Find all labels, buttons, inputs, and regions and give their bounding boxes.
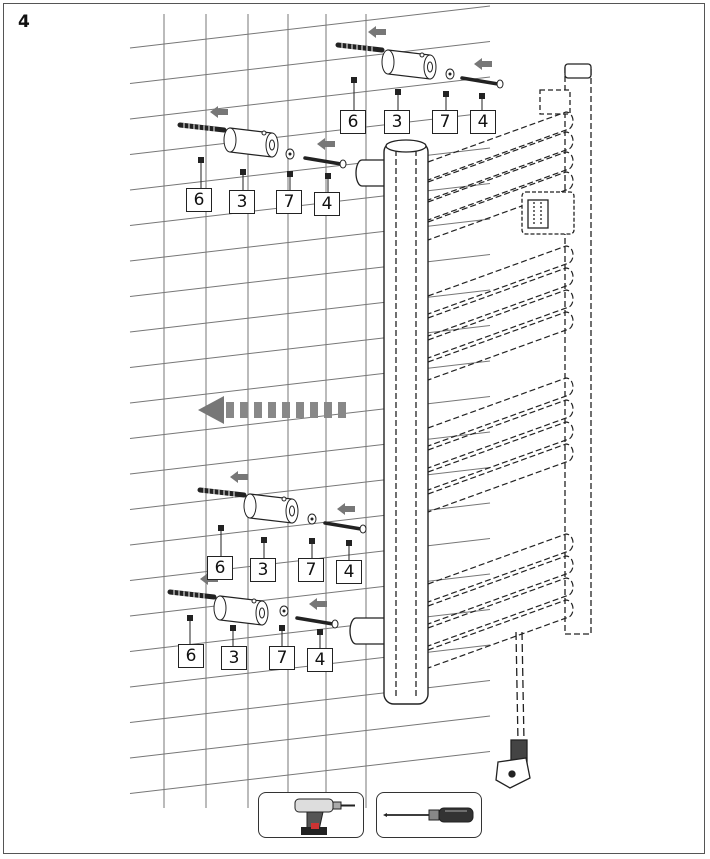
part-label-screw: 4 <box>336 560 362 584</box>
part-label-washer: 7 <box>269 646 295 670</box>
tool-drill-box <box>258 792 364 838</box>
wall-bracket <box>244 494 298 523</box>
towel-rail-radiator <box>350 64 591 788</box>
part-label-screw: 4 <box>470 110 496 134</box>
wall-bracket <box>224 128 278 157</box>
fixing-set-top-right <box>338 26 503 110</box>
wall-plug-anchor <box>200 488 244 498</box>
part-label-bracket: 3 <box>221 646 247 670</box>
power-cable-plug <box>496 632 530 788</box>
part-label-washer: 7 <box>432 110 458 134</box>
part-label-screw: 4 <box>307 648 333 672</box>
wall-plug-anchor <box>170 590 214 600</box>
part-label-bracket: 3 <box>229 190 255 214</box>
wood-screw <box>325 523 366 533</box>
fixing-set-lower-upper <box>200 471 366 560</box>
wall-plug-anchor <box>180 123 224 133</box>
part-label-anchor: 6 <box>207 556 233 580</box>
part-label-screw: 4 <box>314 192 340 216</box>
wall-plug-anchor <box>338 43 382 53</box>
part-label-washer: 7 <box>298 558 324 582</box>
wall-bracket <box>382 50 436 79</box>
part-label-anchor: 6 <box>186 188 212 212</box>
part-label-washer: 7 <box>276 190 302 214</box>
screwdriver-icon <box>377 793 481 837</box>
wood-screw <box>462 78 503 88</box>
step-number: 4 <box>18 12 30 32</box>
part-label-anchor: 6 <box>340 110 366 134</box>
thermostat-unit <box>522 192 574 234</box>
move-to-wall-arrow <box>198 396 346 424</box>
cordless-drill-icon <box>259 793 363 837</box>
wall-bracket <box>214 596 268 625</box>
tool-screwdriver-box <box>376 792 482 838</box>
part-label-bracket: 3 <box>250 558 276 582</box>
fixing-set-top-left <box>180 106 346 192</box>
part-label-anchor: 6 <box>178 644 204 668</box>
wood-screw <box>297 618 338 628</box>
part-label-bracket: 3 <box>384 110 410 134</box>
